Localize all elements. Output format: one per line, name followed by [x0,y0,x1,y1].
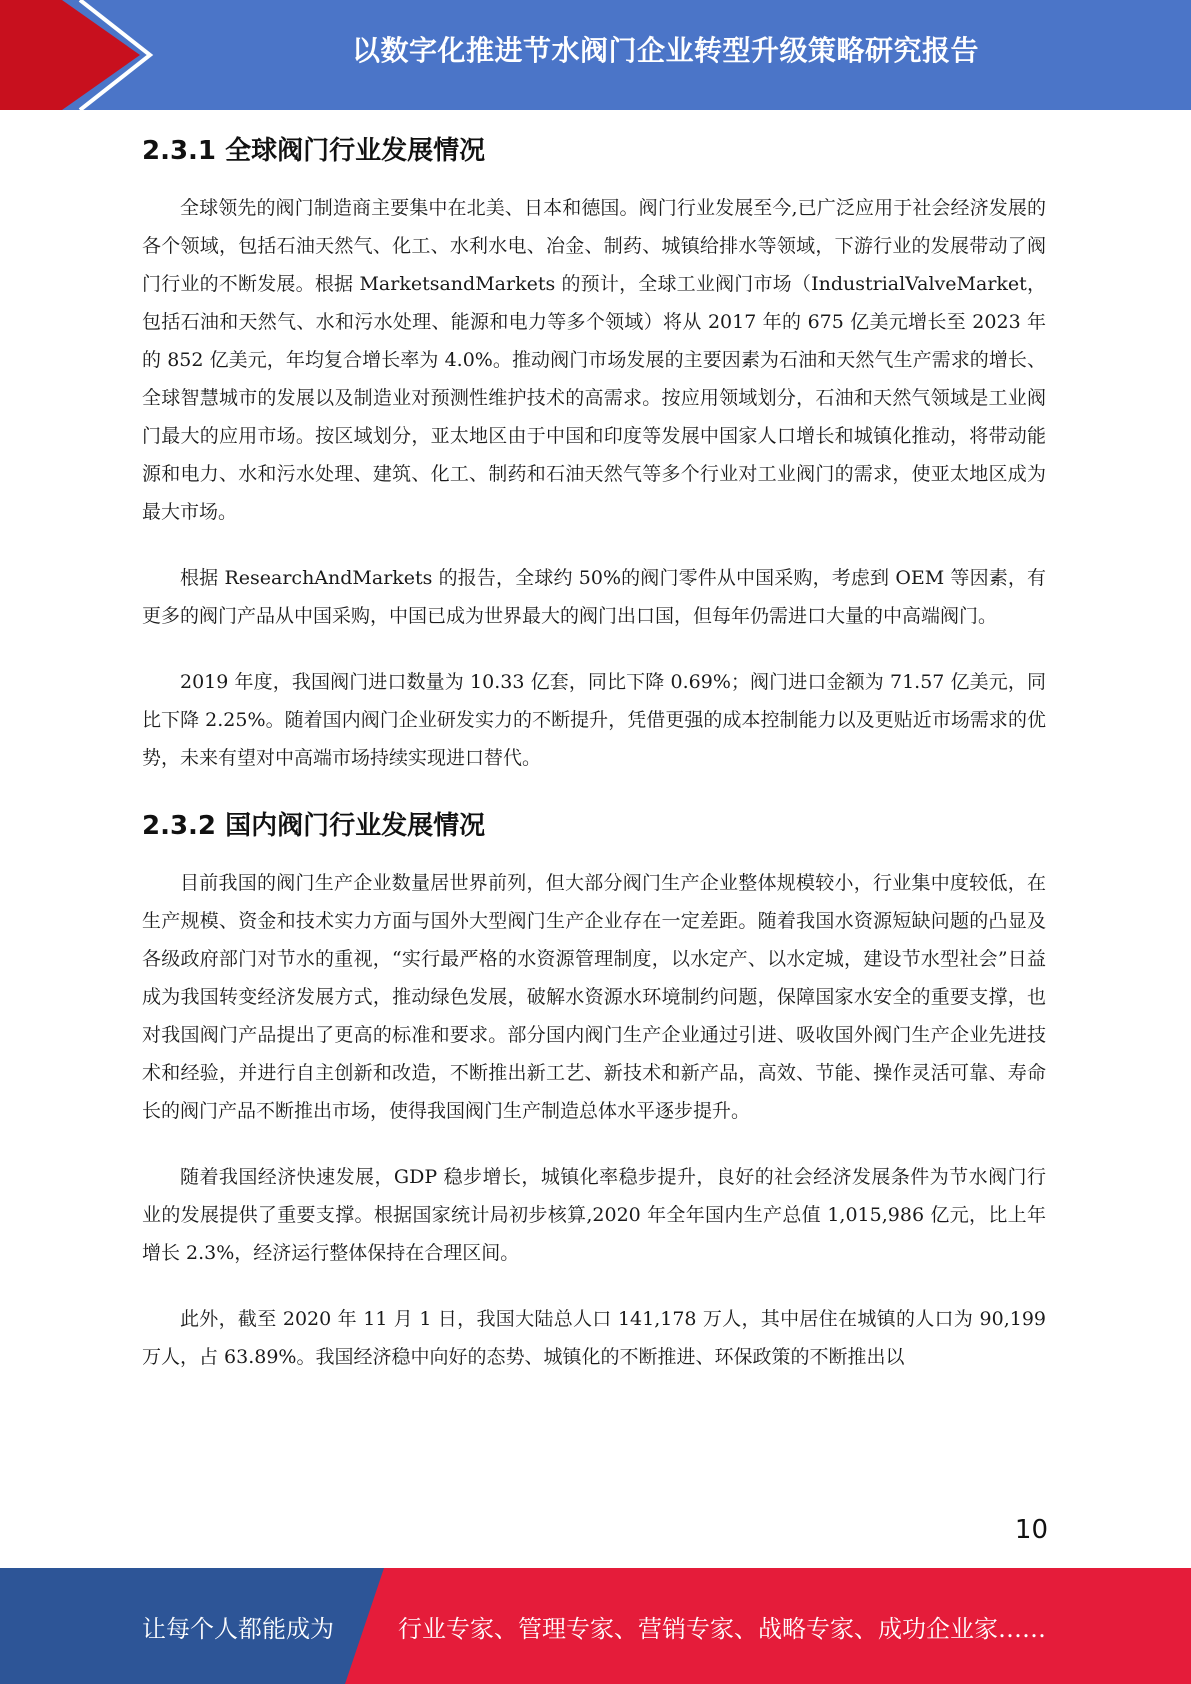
section-heading: 2.3.1 全球阀门行业发展情况 [142,136,486,166]
footer-slogan-right: 行业专家、管理专家、营销专家、战略专家、成功企业家…… [398,1614,1046,1643]
paragraph: 2019 年度，我国阀门进口数量为 10.33 亿套，同比下降 0.69%；阀门进口金额为 71.57 亿美元，同比下降 2.25%。随着国内阀门企业研发实力的不断提升，凭借更强的成本控制能力以及更贴近市场需求的优势，未来有望对中高端市场持续实现进口替代。 [142,671,1046,769]
paragraph: 根据 ResearchAndMarkets 的报告，全球约 50%的阀门零件从中国采购，考虑到 OEM 等因素，有更多的阀门产品从中国采购，中国已成为世界最大的阀门出口国，但每年仍需进口大量的中高端阀门。 [142,567,1046,627]
page-number: 10 [1014,1515,1048,1545]
section-global-valve-industry [142,130,1046,777]
paragraph: 随着我国经济快速发展，GDP 稳步增长，城镇化率稳步提升，良好的社会经济发展条件为节水阀门行业的发展提供了重要支撑。根据国家统计局初步核算,2020 年全年国内生产总值 1,015,986 亿元，比上年增长 2.3%，经济运行整体保持在合理区间。 [142,1166,1046,1264]
section-domestic-valve-industry [142,805,1046,1376]
footer-slogan-left: 让每个人都能成为 [142,1614,334,1643]
paragraph: 目前我国的阀门生产企业数量居世界前列，但大部分阀门生产企业整体规模较小，行业集中度较低，在生产规模、资金和技术实力方面与国外大型阀门生产企业存在一定差距。随着我国水资源短缺问题的凸显及各级政府部门对节水的重视，“实行最严格的水资源管理制度，以水定产、以水定城，建设节水型社会”日益成为我国转变经济发展方式，推动绿色发展，破解水资源水环境制约问题，保障国家水安全的重要支撑，也对我国阀门产品提出了更高的标准和要求。部分国内阀门生产企业通过引进、吸收国外阀门生产企业先进技术和经验，并进行自主创新和改造，不断推出新工艺、新技术和新产品，高效、节能、操作灵活可靠、寿命长的阀门产品不断推出市场，使得我国阀门生产制造总体水平逐步提升。 [142,872,1046,1122]
report-title: 以数字化推进节水阀门企业转型升级策略研究报告 [351,34,979,67]
paragraph: 全球领先的阀门制造商主要集中在北美、日本和德国。阀门行业发展至今,已广泛应用于社会经济发展的各个领域，包括石油天然气、化工、水利水电、冶金、制药、城镇给排水等领域，下游行业的发展带动了阀门行业的不断发展。根据 MarketsandMarkets 的预计，全球工业阀门市场（IndustrialValveMarket，包括石油和天然气、水和污水处理、能源和电力等多个领域）将从 2017 年的 675 亿美元增长至 2023 年的 852 亿美元，年均复合增长率为 4.0%。推动阀门市场发展的主要因素为石油和天然气生产需求的增长、全球智慧城市的发展以及制造业对预测性维护技术的高需求。按应用领域划分，石油和天然气领域是工业阀门最大的应用市场。按区域划分，亚太地区由于中国和印度等发展中国家人口增长和城镇化推动，将带动能源和电力、水和污水处理、建筑、化工、制药和石油天然气等多个行业对工业阀门的需求，使亚太地区成为最大市场。 [142,197,1046,523]
page-header [0,0,1191,110]
page-footer [0,1568,1191,1684]
section-heading: 2.3.2 国内阀门行业发展情况 [142,811,486,841]
paragraph: 此外，截至 2020 年 11 月 1 日，我国大陆总人口 141,178 万人，其中居住在城镇的人口为 90,199 万人，占 63.89%。我国经济稳中向好的态势、城镇化的不断推进、环保政策的不断推出以 [142,1308,1046,1368]
document-body [142,122,1046,1404]
